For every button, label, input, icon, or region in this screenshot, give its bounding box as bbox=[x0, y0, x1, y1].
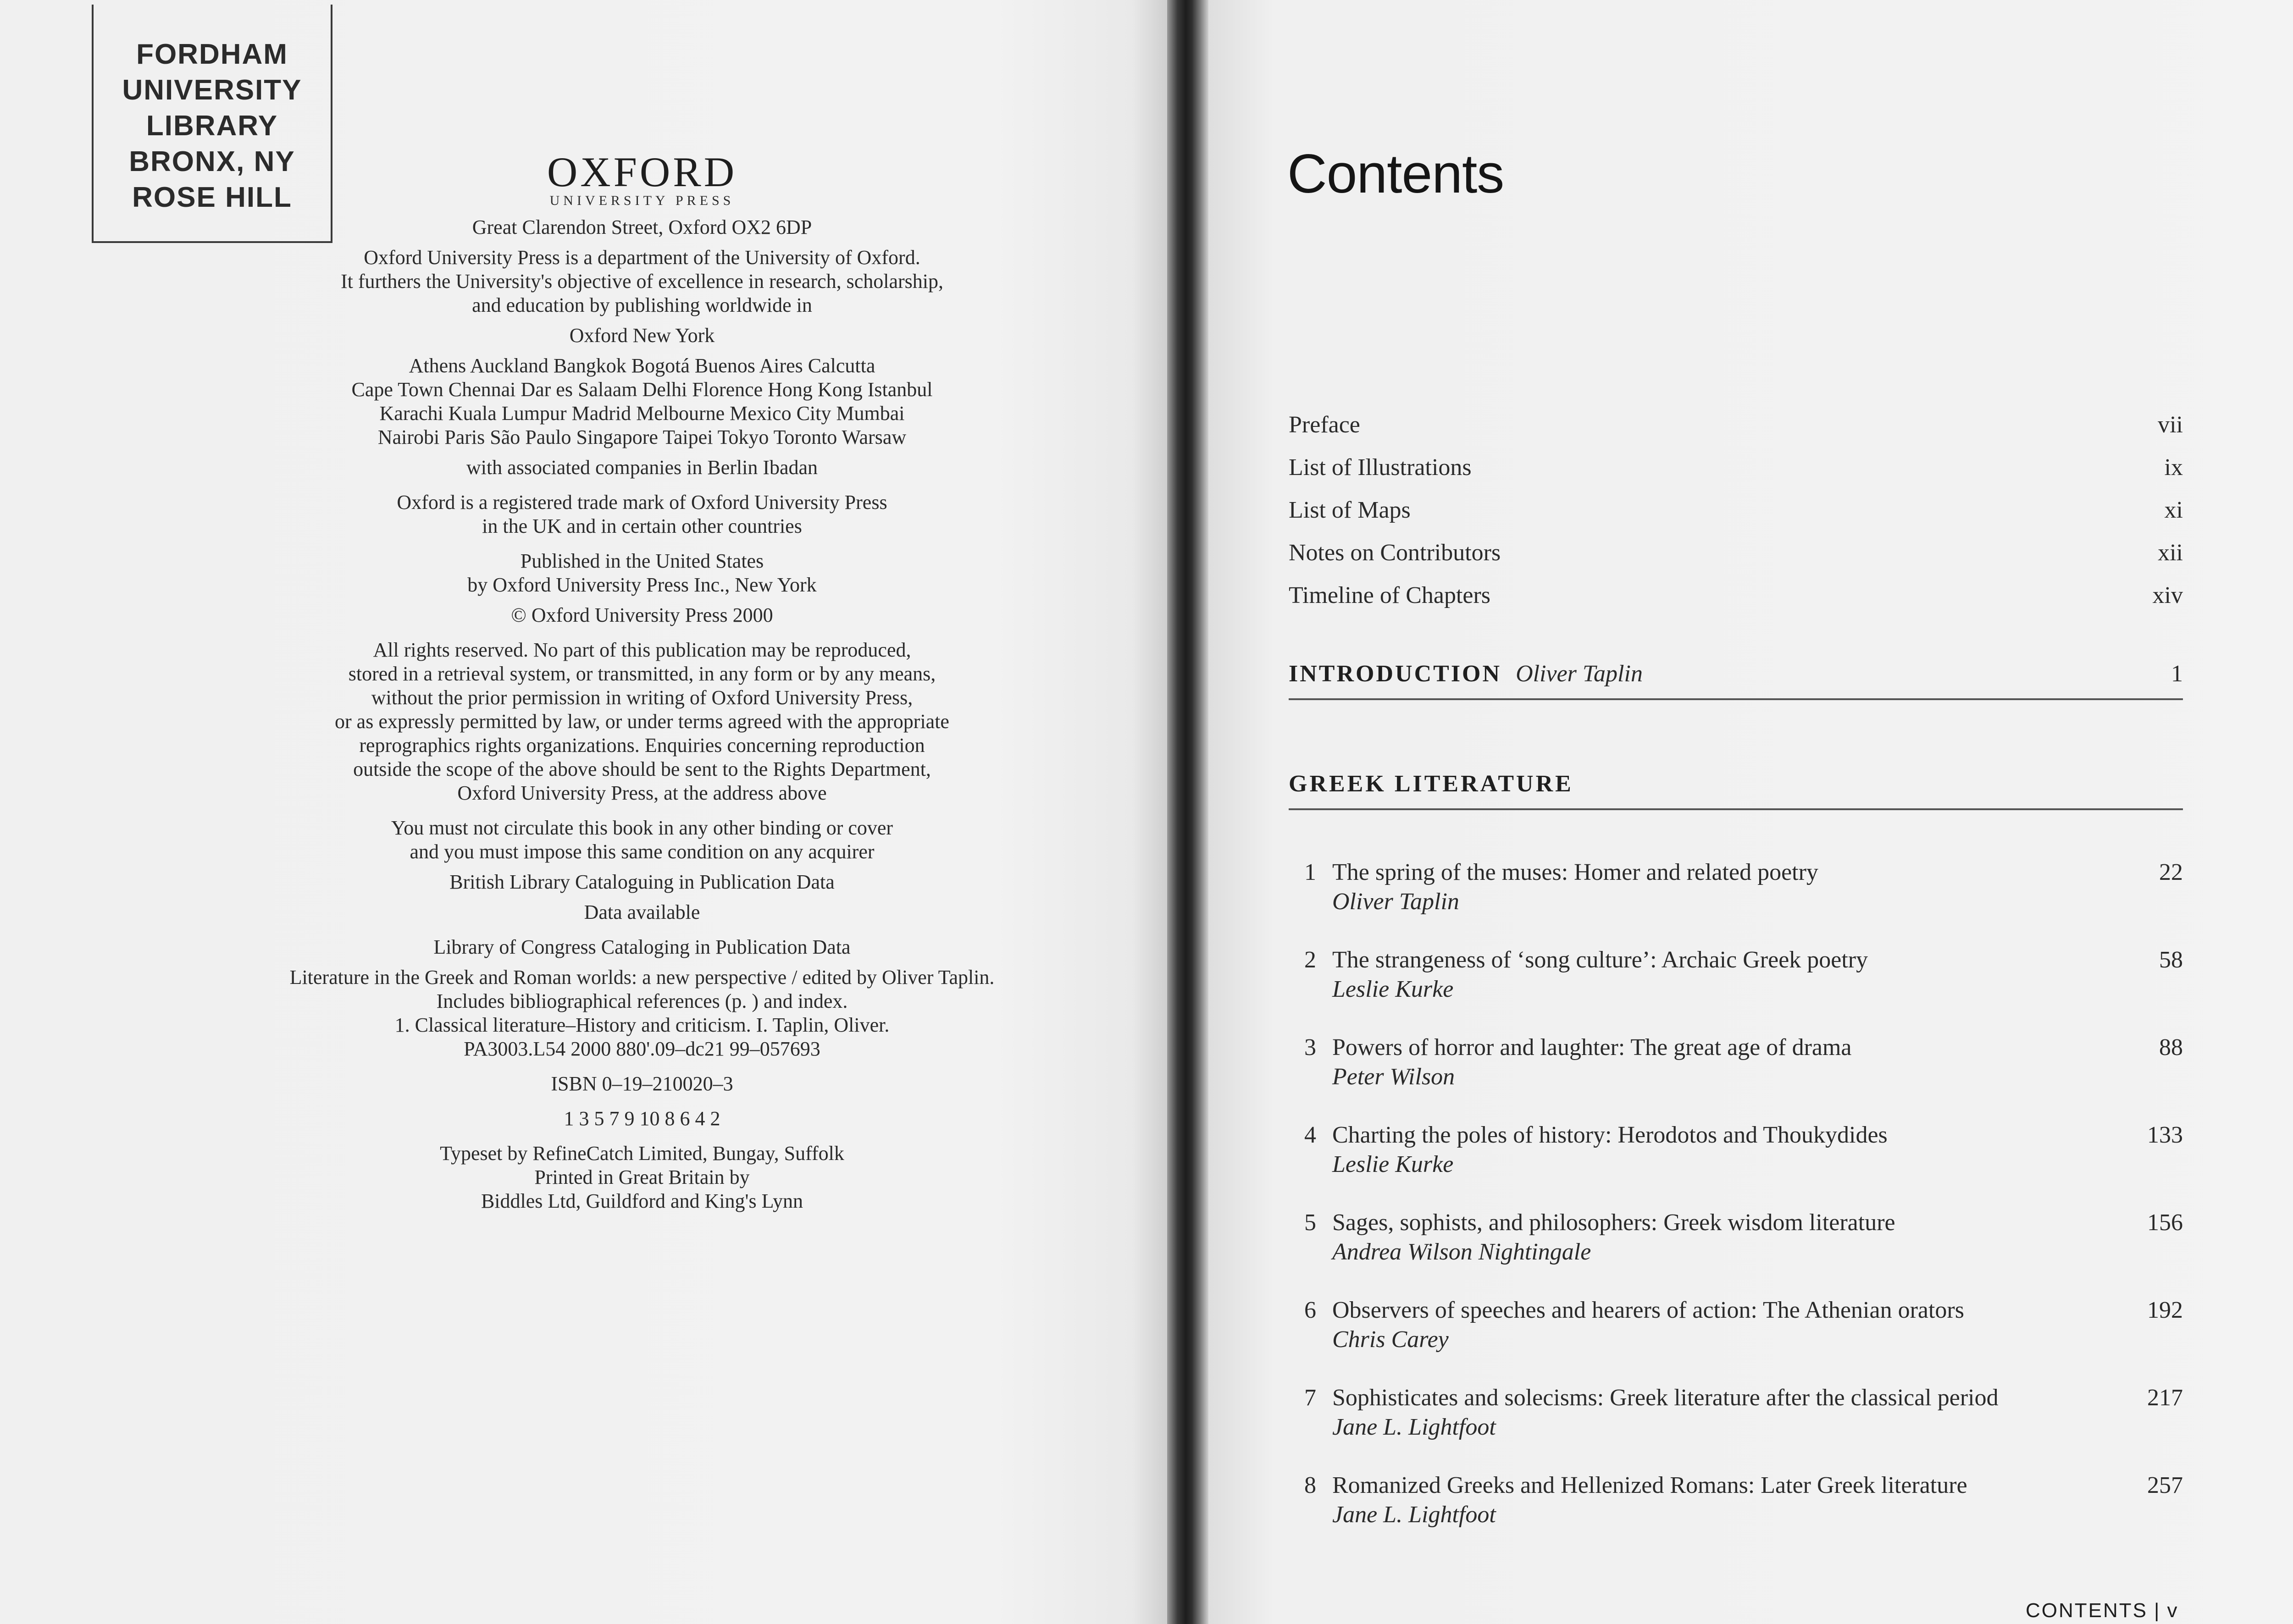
prelim-label: List of Illustrations bbox=[1289, 454, 1472, 481]
rights-line: Oxford University Press, at the address above bbox=[457, 782, 827, 804]
chapter-entry bbox=[1289, 1120, 2183, 1208]
chapter-entry bbox=[1289, 945, 2183, 1033]
printing-line: 1 3 5 7 9 10 8 6 4 2 bbox=[564, 1107, 720, 1130]
rights-line: stored in a retrieval system, or transmitted, in any form or by any means, bbox=[348, 663, 936, 685]
section-heading: GREEK LITERATURE bbox=[1289, 770, 2183, 810]
dept-line: It furthers the University's objective of excellence in research, scholarship, bbox=[341, 270, 943, 293]
imprint-block bbox=[202, 151, 1082, 1213]
chapter-title: The strangeness of ‘song culture’: Archaic Greek poetry bbox=[1332, 947, 1868, 973]
prelim-entry bbox=[1289, 489, 2183, 531]
chapter-list bbox=[1289, 857, 2183, 1558]
introduction-entry bbox=[1289, 660, 2183, 700]
publisher-logo-subtitle: UNIVERSITY PRESS bbox=[549, 193, 735, 208]
folio-page: v bbox=[2167, 1599, 2179, 1622]
chapter-page: 192 bbox=[2147, 1297, 2183, 1323]
chapter-title: Sages, sophists, and philosophers: Greek wisdom literature bbox=[1332, 1210, 1895, 1236]
chapter-entry bbox=[1289, 1295, 2183, 1383]
chapter-title: Sophisticates and solecisms: Greek literature after the classical period bbox=[1332, 1385, 1999, 1411]
loc-cip-line: Library of Congress Cataloging in Publication Data bbox=[433, 936, 851, 958]
main-cities: Oxford New York bbox=[569, 324, 715, 347]
chapter-title: The spring of the muses: Homer and related poetry bbox=[1332, 859, 1818, 885]
page-folio bbox=[2026, 1599, 2178, 1622]
published-line: Published in the United States bbox=[520, 550, 764, 572]
chapter-number: 8 bbox=[1304, 1472, 1316, 1498]
loc-cip-line: Includes bibliographical references (p. ) and index. bbox=[436, 990, 848, 1012]
rights-line: reprographics rights organizations. Enquiries concerning reproduction bbox=[359, 734, 925, 757]
cities-line: Cape Town Chennai Dar es Salaam Delhi Florence Hong Kong Istanbul bbox=[351, 378, 933, 401]
chapter-number: 2 bbox=[1304, 947, 1316, 973]
copyright-notice: © Oxford University Press 2000 bbox=[511, 604, 773, 626]
chapter-number: 3 bbox=[1304, 1034, 1316, 1061]
introduction-page: 1 bbox=[2171, 661, 2183, 687]
chapter-number: 5 bbox=[1304, 1210, 1316, 1236]
publisher-logo: OXFORD bbox=[547, 149, 737, 195]
prelim-entry bbox=[1289, 531, 2183, 574]
chapter-page: 217 bbox=[2147, 1385, 2183, 1411]
chapter-author: Leslie Kurke bbox=[1332, 1151, 1454, 1177]
prelim-entry bbox=[1289, 403, 2183, 446]
trademark-line: in the UK and in certain other countries bbox=[482, 515, 802, 537]
bl-cip-line: Data available bbox=[584, 901, 700, 923]
circulate-line: You must not circulate this book in any other binding or cover bbox=[391, 817, 893, 839]
published-line: by Oxford University Press Inc., New York bbox=[467, 574, 817, 596]
prelim-page: xiv bbox=[2152, 582, 2183, 608]
rights-line: All rights reserved. No part of this publication may be reproduced, bbox=[373, 639, 911, 661]
prelim-entry bbox=[1289, 574, 2183, 617]
chapter-title: Romanized Greeks and Hellenized Romans: Later Greek literature bbox=[1332, 1472, 1967, 1498]
prelims-list bbox=[1289, 403, 2183, 617]
circulate-line: and you must impose this same condition on any acquirer bbox=[410, 840, 875, 863]
cities-line: Nairobi Paris São Paulo Singapore Taipei Tokyo Toronto Warsaw bbox=[377, 426, 907, 448]
chapter-entry bbox=[1289, 857, 2183, 945]
cities-line: Karachi Kuala Lumpur Madrid Melbourne Mexico City Mumbai bbox=[379, 402, 905, 425]
chapter-page: 88 bbox=[2159, 1034, 2183, 1061]
cities-line: Athens Auckland Bangkok Bogotá Buenos Aires Calcutta bbox=[409, 354, 875, 377]
chapter-author: Jane L. Lightfoot bbox=[1332, 1502, 1496, 1528]
prelim-entry bbox=[1289, 446, 2183, 489]
isbn: ISBN 0–19–210020–3 bbox=[551, 1072, 733, 1095]
page-title: Contents bbox=[1287, 143, 1504, 204]
book-gutter bbox=[1167, 0, 1208, 1624]
introduction-label: INTRODUCTION bbox=[1289, 661, 1502, 687]
chapter-title: Charting the poles of history: Herodotos and Thoukydides bbox=[1332, 1122, 1888, 1148]
contents-page bbox=[1208, 0, 2293, 1624]
chapter-page: 257 bbox=[2147, 1472, 2183, 1498]
associated-companies: with associated companies in Berlin Ibadan bbox=[466, 456, 818, 479]
chapter-page: 58 bbox=[2159, 947, 2183, 973]
stamp-line: UNIVERSITY bbox=[122, 74, 302, 106]
chapter-author: Oliver Taplin bbox=[1332, 889, 1459, 915]
publisher-address: Great Clarendon Street, Oxford OX2 6DP bbox=[472, 216, 812, 238]
typeset-line: Biddles Ltd, Guildford and King's Lynn bbox=[481, 1190, 803, 1212]
rights-line: outside the scope of the above should be sent to the Rights Department, bbox=[353, 758, 931, 780]
typeset-line: Typeset by RefineCatch Limited, Bungay, Suffolk bbox=[440, 1142, 844, 1165]
bl-cip-line: British Library Cataloguing in Publication Data bbox=[449, 871, 835, 893]
rights-line: without the prior permission in writing of Oxford University Press, bbox=[371, 686, 913, 709]
stamp-line: BRONX, NY bbox=[129, 146, 295, 177]
chapter-title: Powers of horror and laughter: The great age of drama bbox=[1332, 1034, 1852, 1061]
stamp-line: ROSE HILL bbox=[132, 182, 292, 213]
prelim-page: vii bbox=[2158, 412, 2183, 438]
folio-divider: | bbox=[2154, 1599, 2161, 1622]
chapter-page: 22 bbox=[2159, 859, 2183, 885]
trademark-line: Oxford is a registered trade mark of Oxford University Press bbox=[397, 491, 887, 514]
chapter-number: 6 bbox=[1304, 1297, 1316, 1323]
dept-line: and education by publishing worldwide in bbox=[472, 294, 812, 316]
prelim-label: Preface bbox=[1289, 412, 1360, 438]
folio-label: CONTENTS bbox=[2026, 1599, 2148, 1622]
chapter-page: 156 bbox=[2147, 1210, 2183, 1236]
introduction-author: Oliver Taplin bbox=[1516, 661, 1643, 687]
chapter-page: 133 bbox=[2147, 1122, 2183, 1148]
chapter-author: Peter Wilson bbox=[1332, 1064, 1455, 1090]
chapter-number: 4 bbox=[1304, 1122, 1316, 1148]
stamp-line: FORDHAM bbox=[136, 39, 288, 70]
stamp-line: LIBRARY bbox=[146, 110, 278, 142]
chapter-entry bbox=[1289, 1033, 2183, 1120]
chapter-entry bbox=[1289, 1208, 2183, 1295]
chapter-author: Leslie Kurke bbox=[1332, 976, 1454, 1002]
loc-cip-line: 1. Classical literature–History and criticism. I. Taplin, Oliver. bbox=[394, 1014, 890, 1036]
prelim-page: xi bbox=[2164, 497, 2183, 523]
prelim-page: ix bbox=[2164, 454, 2183, 481]
chapter-author: Andrea Wilson Nightingale bbox=[1332, 1239, 1591, 1265]
rights-line: or as expressly permitted by law, or under terms agreed with the appropriate bbox=[335, 710, 949, 733]
prelim-page: xii bbox=[2158, 540, 2183, 566]
prelim-label: List of Maps bbox=[1289, 497, 1411, 523]
loc-cip-line: PA3003.L54 2000 880'.09–dc21 99–057693 bbox=[464, 1038, 820, 1060]
chapter-entry bbox=[1289, 1383, 2183, 1470]
chapter-number: 7 bbox=[1304, 1385, 1316, 1411]
prelim-label: Notes on Contributors bbox=[1289, 540, 1501, 566]
chapter-author: Jane L. Lightfoot bbox=[1332, 1414, 1496, 1440]
chapter-author: Chris Carey bbox=[1332, 1326, 1449, 1353]
dept-line: Oxford University Press is a department of the University of Oxford. bbox=[364, 246, 920, 269]
chapter-entry bbox=[1289, 1470, 2183, 1558]
prelim-label: Timeline of Chapters bbox=[1289, 582, 1491, 608]
loc-cip-line: Literature in the Greek and Roman worlds: a new perspective / edited by Oliver Taplin. bbox=[289, 966, 995, 989]
chapter-number: 1 bbox=[1304, 859, 1316, 885]
typeset-line: Printed in Great Britain by bbox=[534, 1166, 750, 1188]
chapter-title: Observers of speeches and hearers of action: The Athenian orators bbox=[1332, 1297, 1964, 1323]
